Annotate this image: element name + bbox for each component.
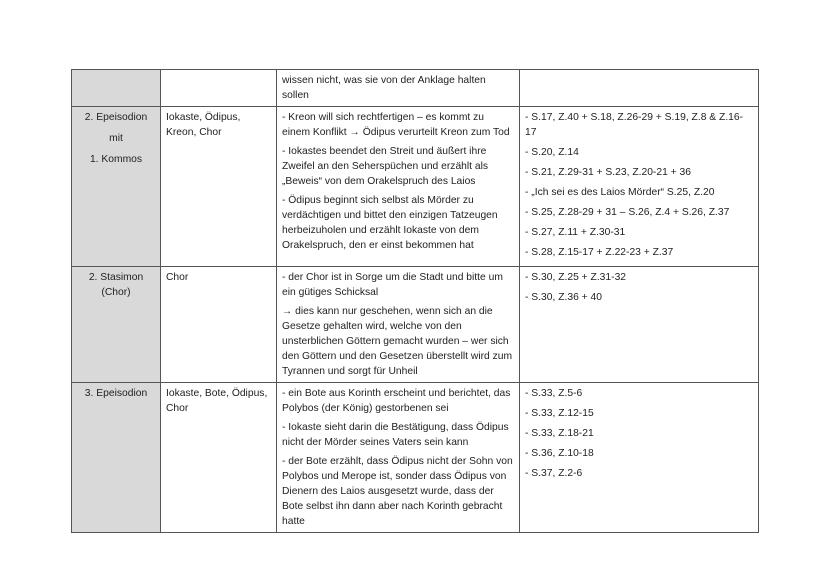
reference-item: - S.30, Z.25 + Z.31-32: [525, 272, 627, 283]
table-row: [72, 267, 759, 383]
content-paragraph: → dies kann nur geschehen, wenn sich an die Gesetze gehalten wird, welche von den unsterblichen Göttern gemacht wurden – wer sich den Göttern und den Gesetzen überstellt wird zum Tyrannen und sorgt für Unheil: [282, 306, 513, 377]
content-paragraph: - Kreon will sich rechtfertigen – es kommt zu einem Konflikt → Ödipus verurteilt Kreon zum Tod: [282, 112, 510, 138]
characters-text: Chor: [166, 272, 189, 283]
reference-item: - S.21, Z.29-31 + S.23, Z.20-21 + 36: [525, 167, 691, 178]
references-cell: [520, 267, 759, 383]
characters-cell: [161, 107, 277, 267]
reference-item: - S.36, Z.10-18: [525, 448, 594, 459]
content-paragraph: - der Bote erzählt, dass Ödipus nicht der Sohn von Polybos und Merope ist, sonder dass Ödipus von Dienern des Laios ausgesetzt wurde, dass der Bote selbst ihn dann aber nach Korinth gebracht hatte: [282, 456, 513, 527]
characters-text: Iokaste, Bote, Ödipus, Chor: [166, 388, 268, 414]
section-label: 2. Stasimon: [88, 272, 144, 283]
content-paragraph: - ein Bote aus Korinth erscheint und berichtet, das Polybos (der König) gestorbenen sei: [282, 388, 511, 414]
table-row: [72, 383, 759, 533]
content-cell: [277, 267, 520, 383]
reference-item: - S.17, Z.40 + S.18, Z.26-29 + S.19, Z.8 & Z.16-17: [525, 112, 744, 138]
characters-cell: [161, 383, 277, 533]
reference-item: - S.33, Z.12-15: [525, 408, 594, 419]
references-cell: [520, 107, 759, 267]
section-label: (Chor): [101, 287, 131, 298]
table-row: [72, 107, 759, 267]
content-paragraph: wissen nicht, was sie von der Anklage halten sollen: [282, 75, 486, 101]
content-paragraph: - Iokastes beendet den Streit und äußert ihre Zweifel an den Seherspüchen und erzählt als „Beweis“ von dem Orakelspruch des Laios: [282, 146, 489, 187]
reference-item: - S.20, Z.14: [525, 147, 579, 158]
drama-structure-table: [71, 69, 759, 533]
section-label: mit: [109, 133, 123, 144]
reference-item: - S.30, Z.36 + 40: [525, 292, 602, 303]
characters-cell: [161, 267, 277, 383]
section-cell: [72, 70, 161, 107]
section-cell: [72, 383, 161, 533]
content-cell: [277, 383, 520, 533]
section-label: 1. Kommos: [89, 154, 143, 165]
references-cell: [520, 383, 759, 533]
reference-item: - S.25, Z.28-29 + 31 – S.26, Z.4 + S.26, Z.37: [525, 207, 730, 218]
section-cell: [72, 267, 161, 383]
characters-cell: [161, 70, 277, 107]
reference-item: - S.37, Z.2-6: [525, 468, 583, 479]
characters-text: Iokaste, Ödipus, Kreon, Chor: [166, 112, 241, 138]
content-paragraph: - Ödipus beginnt sich selbst als Mörder zu verdächtigen und bittet den einzigen Tatzeugen herbeizuholen und erzählt Iokaste von dem Orakelspruch, den er einst bekommen hat: [282, 195, 498, 251]
content-cell: [277, 107, 520, 267]
reference-item: - S.27, Z.11 + Z.30-31: [525, 227, 626, 238]
reference-item: - S.33, Z.18-21: [525, 428, 594, 439]
table-row: [72, 70, 759, 107]
content-cell: [277, 70, 520, 107]
reference-item: - „Ich sei es des Laios Mörder“ S.25, Z.20: [525, 187, 715, 198]
section-cell: [72, 107, 161, 267]
reference-item: - S.28, Z.15-17 + Z.22-23 + Z.37: [525, 247, 674, 258]
content-paragraph: - Iokaste sieht darin die Bestätigung, dass Ödipus nicht der Mörder seines Vaters sein kann: [282, 422, 509, 448]
references-cell: [520, 70, 759, 107]
section-label: 3. Epeisodion: [84, 388, 148, 399]
reference-item: - S.33, Z.5-6: [525, 388, 583, 399]
content-paragraph: - der Chor ist in Sorge um die Stadt und bitte um ein gütiges Schicksal: [282, 272, 503, 298]
section-label: 2. Epeisodion: [84, 112, 148, 123]
